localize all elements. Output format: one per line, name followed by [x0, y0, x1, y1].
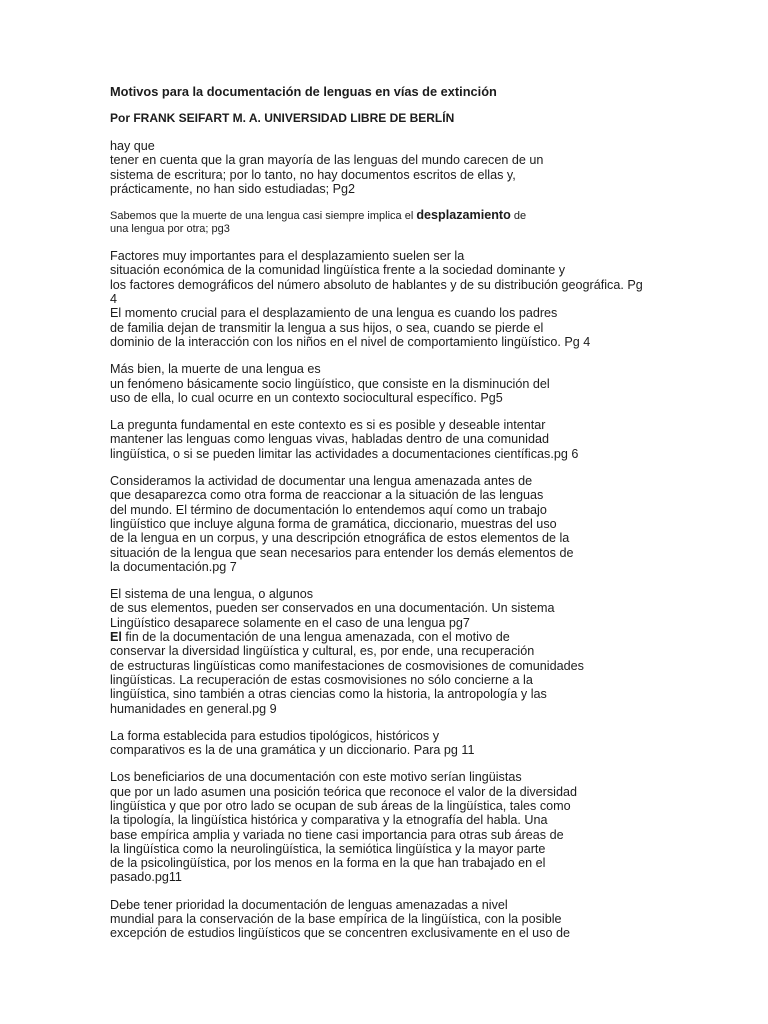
text-line: lingüística, sino también a otras ciencias como la historia, la antropología y las [110, 687, 547, 702]
text-line: uso de ella, lo cual ocurre en un contexto sociocultural específico. Pg5 [110, 390, 503, 405]
paragraph-3 [110, 249, 643, 349]
bold-term: desplazamiento [416, 208, 511, 223]
text-line: humanidades en general.pg 9 [110, 701, 277, 716]
text-line: lingüística, o si se pueden limitar las actividades a documentaciones científicas.pg 6 [110, 446, 579, 461]
text-line: excepción de estudios lingüísticos que se concentren exclusivamente en el uso de [110, 926, 570, 941]
text-line: la documentación.pg 7 [110, 559, 237, 574]
paragraph-6 [110, 474, 630, 574]
text-line: de estructuras lingüísticas como manifestaciones de cosmovisiones de comunidades [110, 658, 584, 673]
text-line: mundial para la conservación de la base empírica de la lingüística, con la posible [110, 912, 562, 927]
document-author: Por FRANK SEIFART M. A. UNIVERSIDAD LIBRE DE BERLÍN [110, 111, 455, 125]
text-line [110, 209, 630, 223]
text-line [110, 630, 630, 644]
text-line: El sistema de una lengua, o algunos [110, 587, 314, 602]
text-line: conservar la diversidad lingüística y cultural, es, por ende, una recuperación [110, 644, 535, 659]
text-line: Los beneficiarios de una documentación con este motivo serían lingüistas [110, 770, 522, 785]
text-line: lingüístico que incluye alguna forma de gramática, diccionario, muestras del uso [110, 516, 557, 531]
text-line: la tipología, la lingüística histórica y comparativa y la etnografía del habla. Una [110, 813, 548, 828]
text-line: Lingüístico desaparece solamente en el caso de una lengua pg7 [110, 615, 470, 630]
text-line: la lingüística como la neurolingüística, la semiótica lingüística y la mayor parte [110, 841, 546, 856]
text-line: prácticamente, no han sido estudiadas; Pg2 [110, 181, 356, 196]
paragraph-2 [110, 209, 630, 236]
text-line: lingüística y que por otro lado se ocupan de sub áreas de la lingüística, tales como [110, 798, 571, 813]
text-line: hay que [110, 139, 155, 153]
text-line: tener en cuenta que la gran mayoría de las lenguas del mundo carecen de un [110, 153, 544, 168]
text-line: los factores demográficos del número absoluto de hablantes y de su distribución geográfica. Pg [110, 277, 643, 292]
bold-term: El [110, 630, 122, 645]
text-line: de la psicolingüística, por los menos en la forma en la que han trabajado en el [110, 856, 546, 871]
paragraph-5 [110, 418, 630, 461]
text-line: Debe tener prioridad la documentación de lenguas amenazadas a nivel [110, 897, 508, 912]
text-line: que desaparezca como otra forma de reaccionar a la situación de las lenguas [110, 488, 544, 503]
text-line: pasado.pg11 [110, 870, 182, 885]
text-line: de sus elementos, pueden ser conservados en una documentación. Un sistema [110, 601, 555, 616]
text-run: Sabemos que la muerte de una lengua casi siempre implica el [110, 210, 417, 223]
paragraph-1 [110, 139, 630, 196]
paragraph-10 [110, 898, 630, 941]
paragraph-4 [110, 362, 630, 405]
document-title: Motivos para la documentación de lenguas en vías de extinción [110, 84, 497, 99]
paragraph-9 [110, 770, 630, 884]
text-line: base empírica amplia y variada no tiene casi importancia para otras sub áreas de [110, 827, 564, 842]
text-line: dominio de la interacción con los niños en el nivel de comportamiento lingüístico. Pg 4 [110, 334, 591, 349]
text-line: situación económica de la comunidad lingüística frente a la sociedad dominante y [110, 263, 566, 278]
text-line: Factores muy importantes para el desplazamiento suelen ser la [110, 249, 465, 264]
text-run: fin de la documentación de una lengua amenazada, con el motivo de [121, 630, 510, 645]
text-line: situación de la lengua que sean necesarios para entender los demás elementos de [110, 545, 574, 560]
text-line: lingüísticas. La recuperación de estas cosmovisiones no sólo concierne a la [110, 672, 533, 687]
text-line: sistema de escritura; por lo tanto, no hay documentos escritos de ellas y, [110, 167, 516, 182]
text-run: de [510, 210, 527, 223]
text-line: La pregunta fundamental en este contexto es si es posible y deseable intentar [110, 418, 546, 433]
text-line: de familia dejan de transmitir la lengua a sus hijos, o sea, cuando se pierde el [110, 320, 544, 335]
text-line: que por un lado asumen una posición teórica que reconoce el valor de la diversidad [110, 784, 577, 799]
text-line: de la lengua en un corpus, y una descripción etnográfica de estos elementos de la [110, 531, 570, 546]
text-line: Consideramos la actividad de documentar una lengua amenazada antes de [110, 474, 533, 489]
text-line: El momento crucial para el desplazamiento de una lengua es cuando los padres [110, 306, 558, 321]
paragraph-8 [110, 729, 630, 758]
text-line: del mundo. El término de documentación lo entendemos aquí como un trabajo [110, 502, 547, 517]
text-line: Más bien, la muerte de una lengua es [110, 362, 321, 377]
text-line: comparativos es la de una gramática y un diccionario. Para pg 11 [110, 743, 475, 758]
text-line: un fenómeno básicamente socio lingüístico, que consiste en la disminución del [110, 376, 550, 391]
document-page [110, 84, 643, 941]
paragraph-7 [110, 587, 630, 716]
text-line: 4 [110, 292, 118, 307]
text-line: una lengua por otra; pg3 [110, 223, 230, 236]
text-line: La forma establecida para estudios tipológicos, históricos y [110, 728, 440, 743]
text-line: mantener las lenguas como lenguas vivas, habladas dentro de una comunidad [110, 432, 549, 447]
